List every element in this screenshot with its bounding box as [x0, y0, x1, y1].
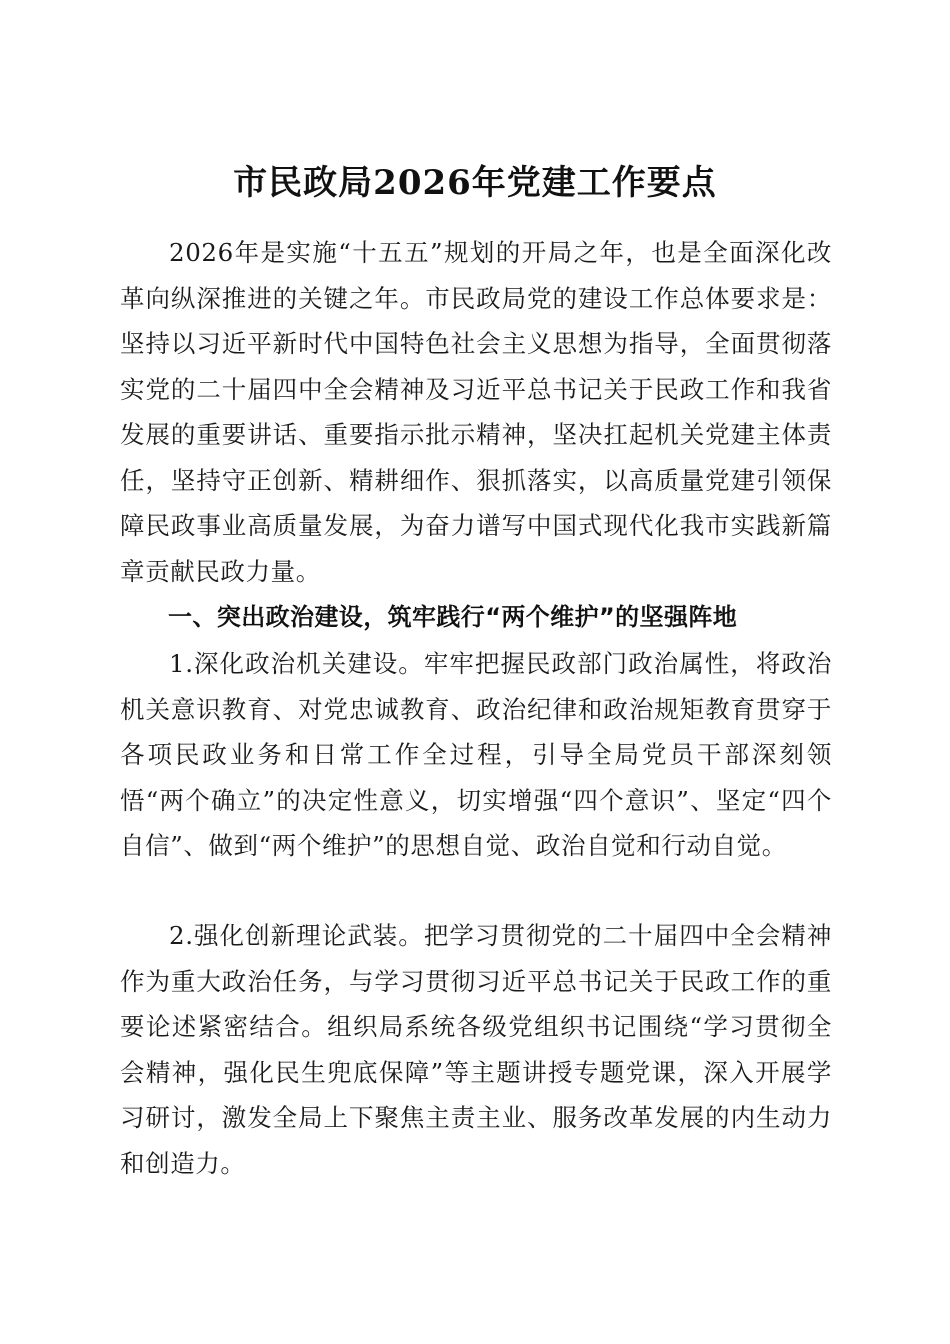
item-paragraph-2: 2.强化创新理论武装。把学习贯彻党的二十届四中全会精神作为重大政治任务，与学习贯彻习近平总书记关于民政工作的重要论述紧密结合。组织局系统各级党组织书记围绕“学习贯彻全会精神，强化民生兜底保障”等主题讲授专题党课，深入开展学习研讨，激发全局上下聚焦主责主业、服务改革发展的内生动力和创造力。 — [120, 921, 832, 1178]
section-heading: 一、突出政治建设，筑牢践行“两个维护”的坚强阵地 — [168, 603, 738, 631]
item-paragraph-1: 1.深化政治机关建设。牢牢把握民政部门政治属性，将政治机关意识教育、对党忠诚教育、政治纪律和政治规矩教育贯穿于各项民政业务和日常工作全过程，引导全局党员干部深刻领悟“两个确立”的决定性意义，切实增强“四个意识”、坚定“四个自信”、做到“两个维护”的思想自觉、政治自觉和行动自觉。 — [120, 649, 832, 860]
intro-paragraph: 2026年是实施“十五五”规划的开局之年，也是全面深化改革向纵深推进的关键之年。市民政局党的建设工作总体要求是：坚持以习近平新时代中国特色社会主义思想为指导，全面贯彻落实党的二十届四中全会精神及习近平总书记关于民政工作和我省发展的重要讲话、重要指示批示精神，坚决扛起机关党建主体责任，坚持守正创新、精耕细作、狠抓落实，以高质量党建引领保障民政事业高质量发展，为奋力谱写中国式现代化我市实践新篇章贡献民政力量。 — [120, 238, 832, 586]
document-title: 市民政局2026年党建工作要点 — [233, 162, 717, 203]
